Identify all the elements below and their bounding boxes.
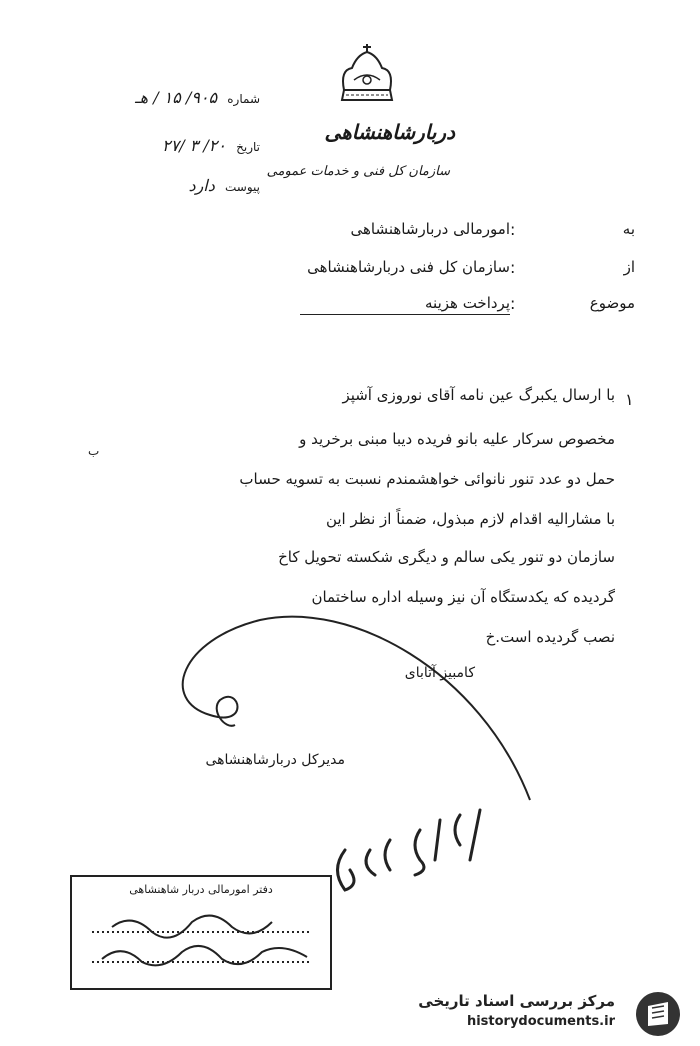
- subject-colon: :: [510, 294, 516, 313]
- from-value: سازمان کل فنی دربارشاهنشاهی: [307, 258, 510, 276]
- margin-note: ب: [88, 444, 100, 458]
- attachment-field: [85, 176, 260, 195]
- signatory-title: مدیرکل دربارشاهنشاهی: [205, 752, 345, 768]
- attachment-label: پیوست: [225, 180, 260, 194]
- body-line: سازمان دو تنور یکی سالم و دیگری شکسته تحویل کاخ: [278, 548, 615, 566]
- number-label: شماره: [227, 92, 260, 106]
- from-colon: :: [510, 258, 516, 277]
- attachment-value: دارد: [188, 176, 215, 195]
- to-colon: :: [510, 220, 516, 239]
- date-field: [85, 136, 260, 155]
- number-field: [85, 88, 260, 107]
- crown-emblem-icon: [332, 40, 402, 110]
- body-line: مخصوص سرکار علیه بانو فریده دیبا مبنی برخرید و: [299, 430, 615, 448]
- receipt-stamp: [70, 875, 332, 990]
- body-line: حمل دو عدد تنور نانوائی خواهشمندم نسبت به تسویه حساب: [239, 470, 615, 488]
- watermark-url: historydocuments.ir: [466, 1014, 615, 1029]
- date-value: ۲۰/ ۳ /۲۷: [162, 136, 226, 155]
- number-value: ۹۰۵/ ۱۵ / هـ: [134, 88, 218, 107]
- body-line: با مشارالیه اقدام لازم مبذول، ضمناً از نظر این: [325, 510, 615, 528]
- watermark: [420, 988, 690, 1038]
- stamp-title: دفتر امورمالی دربار شاهنشاهی: [129, 883, 273, 896]
- body-line: با ارسال یکبرگ عین نامه آقای نوروزی آشپز: [342, 386, 615, 404]
- from-label: از: [623, 258, 635, 276]
- stamp-handwriting: [72, 877, 334, 992]
- watermark-name: مرکز بررسی اسناد تاریخی: [418, 992, 615, 1010]
- to-value: امورمالی دربارشاهنشاهی: [350, 220, 510, 238]
- subject-value: پرداخت هزینه: [300, 294, 510, 315]
- letterhead-subtitle: سازمان کل فنی و خدمات عمومی: [266, 164, 450, 179]
- signatory-name: کامبیز آتابای: [404, 665, 475, 681]
- item-number: ۱: [625, 390, 634, 409]
- to-label: به: [622, 220, 635, 238]
- subject-label: موضوع: [589, 294, 635, 312]
- body-line: نصب گردیده است.خ: [485, 628, 615, 646]
- handwritten-signature: [150, 590, 540, 820]
- body-line: گردیده که یکدستگاه آن نیز وسیله اداره ساختمان: [311, 588, 615, 606]
- date-label: تاریخ: [236, 140, 260, 154]
- archive-logo-icon: [634, 990, 682, 1038]
- letterhead-title: دربارشاهنشاهی: [324, 120, 455, 144]
- handwritten-date-note: [320, 790, 500, 900]
